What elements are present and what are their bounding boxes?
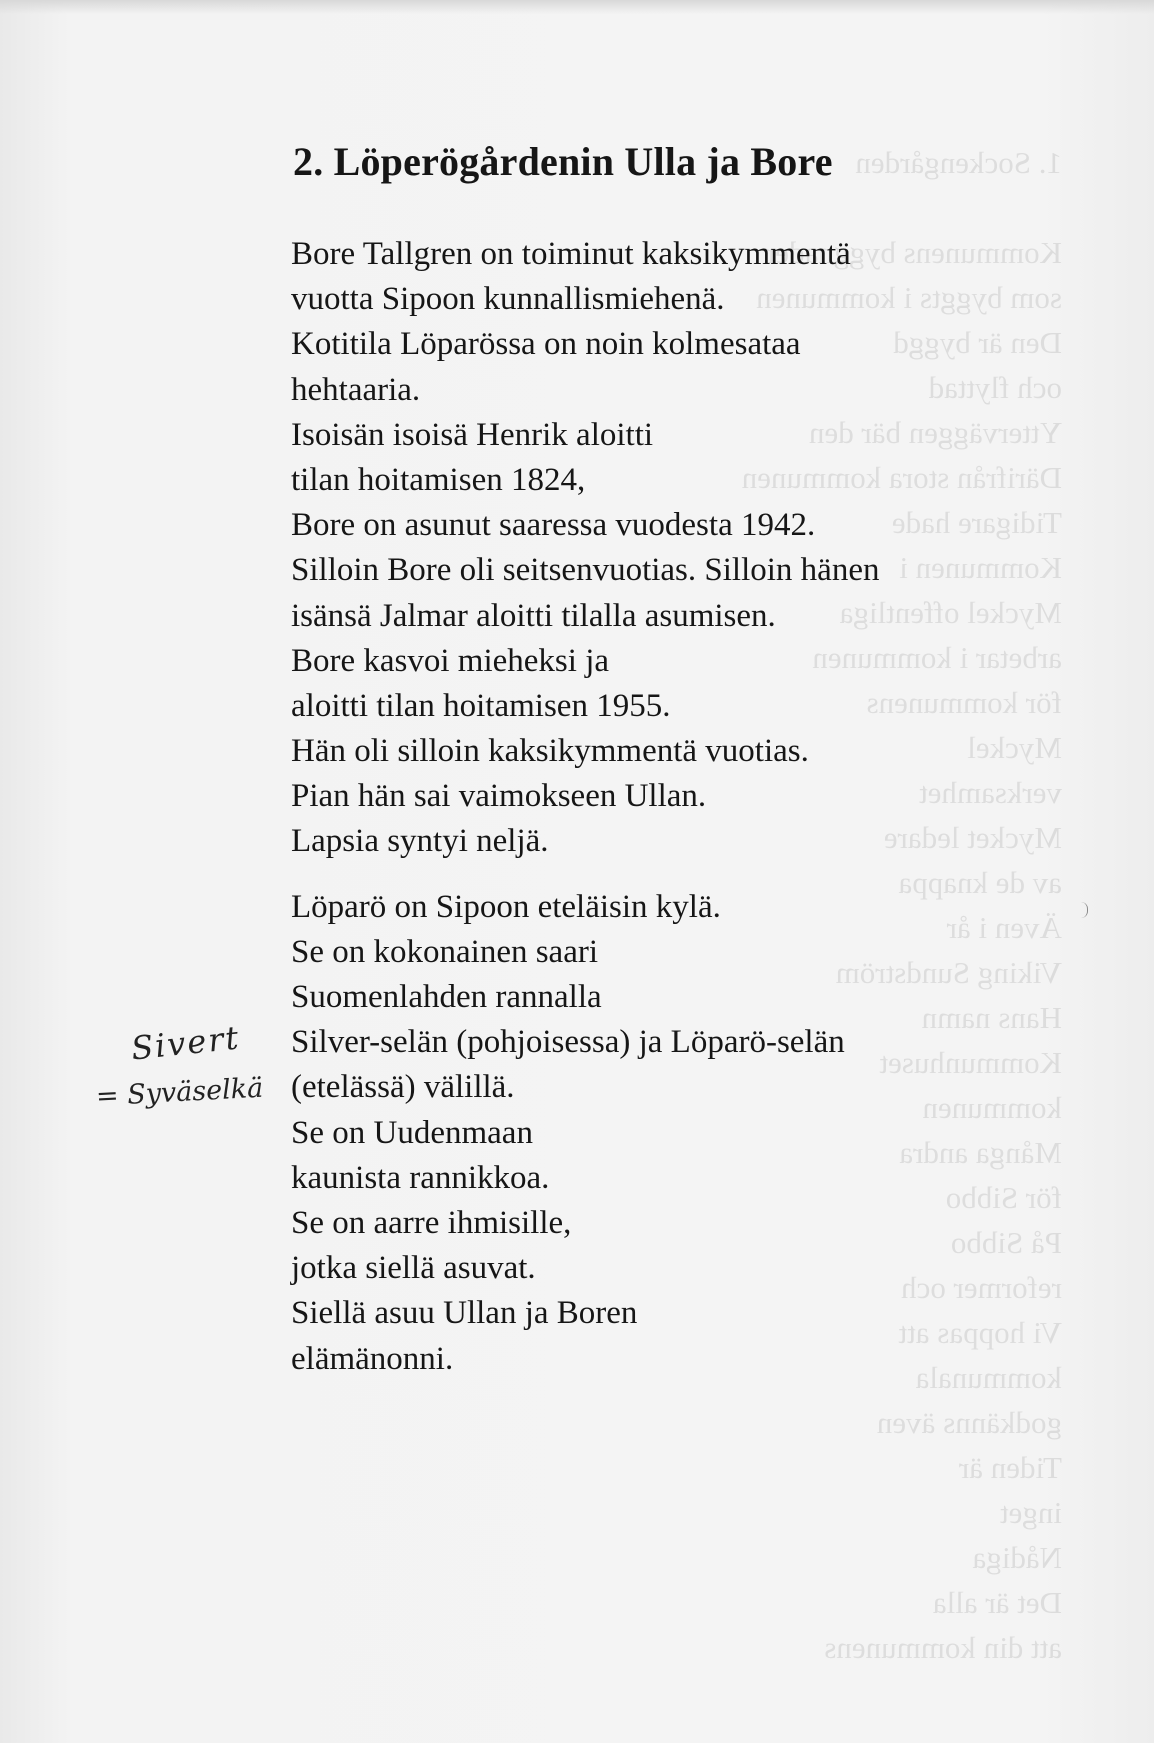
text-line: Siellä asuu Ullan ja Boren bbox=[291, 1295, 638, 1332]
page-title: 2. Löperögårdenin Ulla ja Bore bbox=[293, 139, 833, 184]
text-line: Silloin Bore oli seitsenvuotias. Silloin hänen bbox=[291, 552, 880, 589]
text-line: Kotitila Löparössa on noin kolmesataa bbox=[291, 326, 801, 363]
text-line: Isoisän isoisä Henrik aloitti bbox=[291, 416, 654, 453]
poem-body bbox=[291, 232, 879, 1382]
text-line: kaunista rannikkoa. bbox=[291, 1159, 550, 1196]
show-through-text: 1. Sockengården Kommunens byggnader som byggts i kommunen Den är byggd och flyttad Ytterväggen bär den Därifrån stora kommunen Tidigare hade Kommunen i Myckel offentliga arbetar i kommunen för kommunens Myckel verksamhet Mycket ledare av de knappa Även i år Viking Sundström Hans namn Kommunhuset kommunen Många andra för Sibbo På Sibbo reformer och Vi hoppas att kommunala godkänns även Tiden är inget Nådiga Det är alla att din kommunens bbox=[741, 145, 1062, 1665]
stanza-gap bbox=[291, 865, 879, 885]
margin-mark bbox=[1081, 902, 1088, 918]
text-line: Löparö on Sipoon eteläisin kylä. bbox=[291, 888, 721, 925]
text-line: elämänonni. bbox=[291, 1340, 454, 1377]
text-line: Lapsia syntyi neljä. bbox=[291, 823, 549, 860]
text-line: Bore Tallgren on toiminut kaksikymmentä bbox=[291, 236, 851, 272]
text-line: jotka siellä asuvat. bbox=[291, 1250, 536, 1287]
text-line: Hän oli silloin kaksikymmentä vuotias. bbox=[291, 733, 809, 770]
text-line: Se on kokonainen saari bbox=[291, 933, 599, 970]
text-line: (etelässä) välillä. bbox=[291, 1069, 515, 1106]
text-line: isänsä Jalmar aloitti tilalla asumisen. bbox=[291, 597, 776, 634]
text-line: Se on aarre ihmisille, bbox=[291, 1204, 572, 1241]
text-line: vuotta Sipoon kunnallismiehenä. bbox=[291, 281, 725, 318]
text-line: Bore kasvoi mieheksi ja bbox=[291, 642, 610, 679]
text-line: tilan hoitamisen 1824, bbox=[291, 461, 586, 498]
text-line: Suomenlahden rannalla bbox=[291, 979, 602, 1015]
text-line: aloitti tilan hoitamisen 1955. bbox=[291, 687, 671, 724]
text-line: Se on Uudenmaan bbox=[291, 1114, 533, 1151]
page-edge-shadow bbox=[0, 0, 1154, 14]
handwritten-annotation: Sivert bbox=[129, 1018, 243, 1068]
text-line: Silver-selän (pohjoisessa) ja Löparö-selän bbox=[291, 1024, 845, 1061]
text-line: Bore on asunut saaressa vuodesta 1942. bbox=[291, 507, 816, 544]
handwritten-annotation: = Syväselkä bbox=[95, 1072, 264, 1113]
text-line: hehtaaria. bbox=[291, 371, 421, 408]
text-line: Pian hän sai vaimokseen Ullan. bbox=[291, 778, 707, 815]
